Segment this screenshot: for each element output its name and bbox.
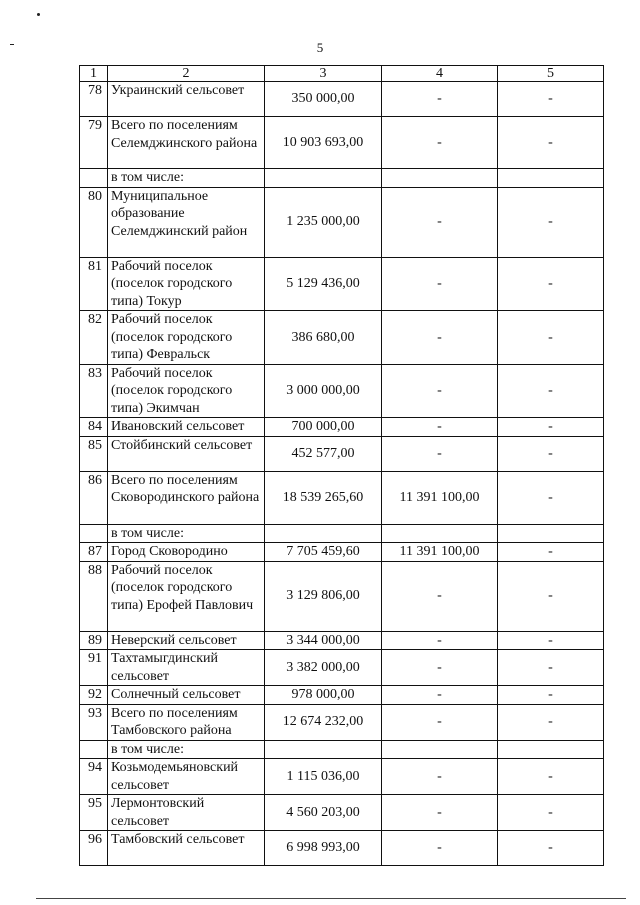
- row-name: Рабочий поселок (поселок городского типа) Февральск: [108, 311, 265, 365]
- row-number: [80, 740, 108, 759]
- row-number: 87: [80, 543, 108, 562]
- row-amount: 4 560 203,00: [265, 795, 382, 831]
- row-amount-col4: -: [382, 686, 498, 705]
- row-amount-col4: [382, 169, 498, 188]
- header-col-1: 1: [80, 66, 108, 82]
- table-row: [80, 561, 604, 631]
- row-amount: 3 000 000,00: [265, 364, 382, 418]
- row-name: Рабочий поселок (поселок городского типа) Экимчан: [108, 364, 265, 418]
- row-amount: 10 903 693,00: [265, 117, 382, 169]
- row-col5: [498, 169, 604, 188]
- row-amount-col4: -: [382, 436, 498, 471]
- table-row: [80, 257, 604, 311]
- table-row: [80, 795, 604, 831]
- row-amount-col4: -: [382, 759, 498, 795]
- row-amount-col4: -: [382, 364, 498, 418]
- row-amount: 5 129 436,00: [265, 257, 382, 311]
- row-number: 82: [80, 311, 108, 365]
- row-name: Солнечный сельсовет: [108, 686, 265, 705]
- row-amount: 3 344 000,00: [265, 631, 382, 650]
- row-amount-col4: -: [382, 561, 498, 631]
- row-col5: [498, 740, 604, 759]
- row-amount: 3 382 000,00: [265, 650, 382, 686]
- header-col-4: 4: [382, 66, 498, 82]
- row-name: Рабочий поселок (поселок городского типа) Ерофей Павлович: [108, 561, 265, 631]
- row-name: Всего по поселениям Сковородинского района: [108, 471, 265, 524]
- row-amount: 978 000,00: [265, 686, 382, 705]
- row-amount: [265, 169, 382, 188]
- table-row: [80, 82, 604, 117]
- table-row: [80, 831, 604, 866]
- row-name: Всего по поселениям Тамбовского района: [108, 704, 265, 740]
- table-row: [80, 686, 604, 705]
- row-number: 78: [80, 82, 108, 117]
- table-row: [80, 436, 604, 471]
- row-amount: 700 000,00: [265, 418, 382, 437]
- row-amount-col4: -: [382, 311, 498, 365]
- table-row: [80, 117, 604, 169]
- row-name: в том числе:: [108, 169, 265, 188]
- row-amount-col4: -: [382, 831, 498, 866]
- row-name: Город Сковородино: [108, 543, 265, 562]
- row-number: 94: [80, 759, 108, 795]
- table-body: [80, 82, 604, 866]
- row-amount: 452 577,00: [265, 436, 382, 471]
- table-row: [80, 187, 604, 257]
- row-amount: 350 000,00: [265, 82, 382, 117]
- table-row: [80, 311, 604, 365]
- row-name: Всего по поселениям Селемджинского района: [108, 117, 265, 169]
- row-col5: -: [498, 759, 604, 795]
- row-amount: [265, 740, 382, 759]
- header-col-3: 3: [265, 66, 382, 82]
- row-name: Муниципальное образование Селемджинский район: [108, 187, 265, 257]
- row-number: 92: [80, 686, 108, 705]
- row-col5: -: [498, 831, 604, 866]
- table-row: [80, 543, 604, 562]
- budget-table: [79, 65, 604, 866]
- row-amount: 386 680,00: [265, 311, 382, 365]
- row-amount-col4: -: [382, 631, 498, 650]
- row-amount-col4: -: [382, 795, 498, 831]
- row-col5: -: [498, 543, 604, 562]
- row-number: 81: [80, 257, 108, 311]
- table-row: [80, 631, 604, 650]
- table-row: [80, 740, 604, 759]
- table-row: [80, 364, 604, 418]
- row-name: Стойбинский сельсовет: [108, 436, 265, 471]
- table-row: [80, 650, 604, 686]
- row-col5: -: [498, 257, 604, 311]
- table-row: [80, 169, 604, 188]
- header-col-2: 2: [108, 66, 265, 82]
- table-row: [80, 471, 604, 524]
- row-col5: -: [498, 418, 604, 437]
- row-number: [80, 524, 108, 543]
- row-amount-col4: [382, 740, 498, 759]
- row-amount-col4: -: [382, 257, 498, 311]
- row-amount-col4: -: [382, 650, 498, 686]
- header-col-5: 5: [498, 66, 604, 82]
- row-amount: 1 235 000,00: [265, 187, 382, 257]
- row-amount: [265, 524, 382, 543]
- row-amount: 18 539 265,60: [265, 471, 382, 524]
- row-col5: -: [498, 686, 604, 705]
- row-amount-col4: 11 391 100,00: [382, 471, 498, 524]
- row-amount-col4: -: [382, 82, 498, 117]
- row-col5: -: [498, 704, 604, 740]
- row-name: в том числе:: [108, 524, 265, 543]
- row-number: [80, 169, 108, 188]
- row-number: 89: [80, 631, 108, 650]
- row-col5: -: [498, 631, 604, 650]
- row-amount: 6 998 993,00: [265, 831, 382, 866]
- row-number: 96: [80, 831, 108, 866]
- row-name: в том числе:: [108, 740, 265, 759]
- row-amount-col4: 11 391 100,00: [382, 543, 498, 562]
- table-header-row: [80, 66, 604, 82]
- row-amount-col4: -: [382, 187, 498, 257]
- row-col5: -: [498, 436, 604, 471]
- row-number: 95: [80, 795, 108, 831]
- row-number: 91: [80, 650, 108, 686]
- row-col5: -: [498, 795, 604, 831]
- row-number: 83: [80, 364, 108, 418]
- row-amount: 1 115 036,00: [265, 759, 382, 795]
- row-name: Ивановский сельсовет: [108, 418, 265, 437]
- row-amount-col4: -: [382, 704, 498, 740]
- row-name: Неверский сельсовет: [108, 631, 265, 650]
- row-number: 86: [80, 471, 108, 524]
- row-name: Тахтамыгдинский сельсовет: [108, 650, 265, 686]
- scan-speck-dot: [37, 13, 40, 16]
- row-col5: [498, 524, 604, 543]
- row-number: 88: [80, 561, 108, 631]
- scan-bottom-edge: [36, 898, 626, 899]
- row-col5: -: [498, 311, 604, 365]
- row-amount: 3 129 806,00: [265, 561, 382, 631]
- table-row: [80, 759, 604, 795]
- row-amount-col4: -: [382, 418, 498, 437]
- row-number: 84: [80, 418, 108, 437]
- table-row: [80, 418, 604, 437]
- row-name: Козьмодемьяновский сельсовет: [108, 759, 265, 795]
- row-name: Украинский сельсовет: [108, 82, 265, 117]
- row-col5: -: [498, 471, 604, 524]
- row-amount-col4: -: [382, 117, 498, 169]
- row-col5: -: [498, 650, 604, 686]
- row-amount-col4: [382, 524, 498, 543]
- row-col5: -: [498, 364, 604, 418]
- row-name: Рабочий поселок (поселок городского типа) Токур: [108, 257, 265, 311]
- row-name: Тамбовский сельсовет: [108, 831, 265, 866]
- page-number: 5: [316, 40, 324, 55]
- row-col5: -: [498, 117, 604, 169]
- row-col5: -: [498, 82, 604, 117]
- row-number: 80: [80, 187, 108, 257]
- row-number: 85: [80, 436, 108, 471]
- table-row: [80, 704, 604, 740]
- row-amount: 12 674 232,00: [265, 704, 382, 740]
- row-amount: 7 705 459,60: [265, 543, 382, 562]
- row-name: Лермонтовский сельсовет: [108, 795, 265, 831]
- row-col5: -: [498, 561, 604, 631]
- row-number: 79: [80, 117, 108, 169]
- row-number: 93: [80, 704, 108, 740]
- row-col5: -: [498, 187, 604, 257]
- table-row: [80, 524, 604, 543]
